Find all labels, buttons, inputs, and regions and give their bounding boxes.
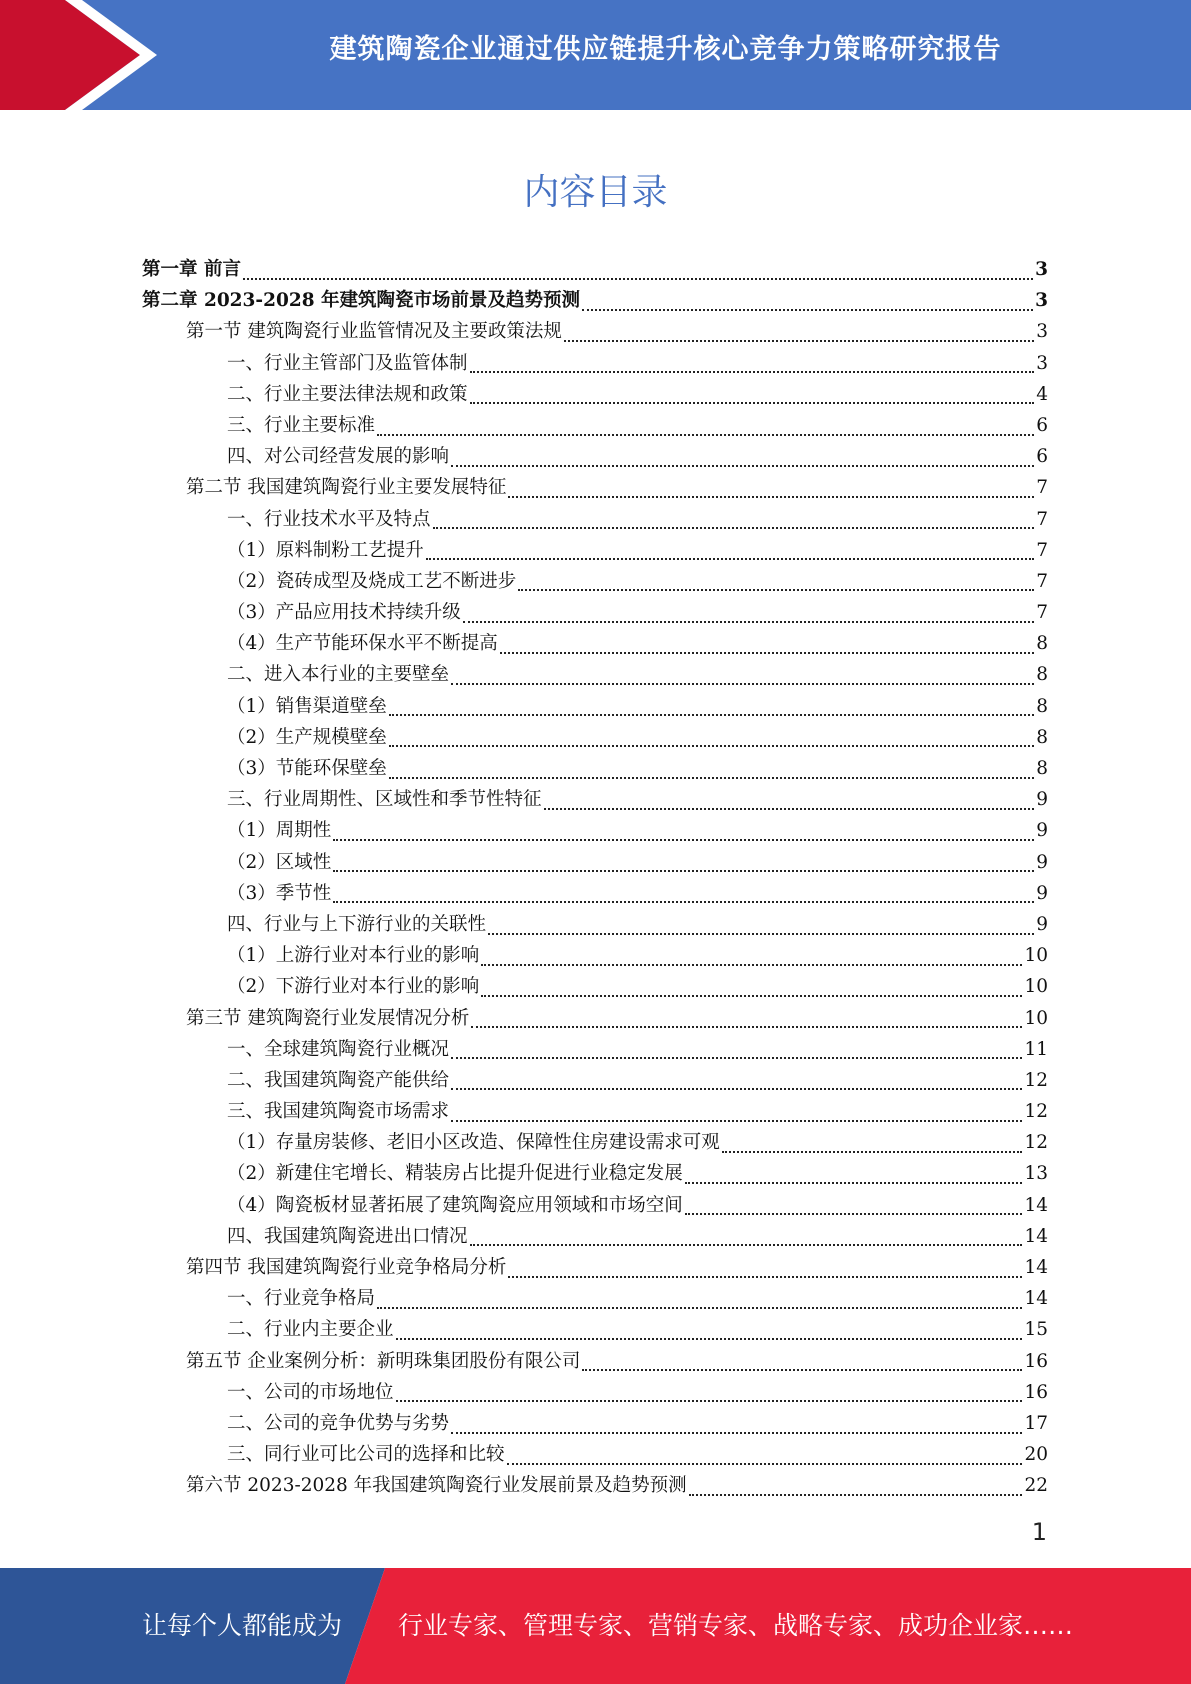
toc-entry[interactable] bbox=[142, 848, 1048, 879]
toc-entry-label: （3）季节性 bbox=[227, 882, 332, 904]
toc-entry[interactable] bbox=[142, 1284, 1048, 1315]
toc-entry-label: 一、行业主管部门及监管体制 bbox=[227, 352, 468, 374]
toc-entry-page: 8 bbox=[1036, 633, 1048, 655]
toc-entry-label: （3）节能环保壁垒 bbox=[227, 758, 387, 779]
toc-entry-page: 3 bbox=[1036, 321, 1048, 343]
toc-entry[interactable] bbox=[142, 1409, 1048, 1440]
toc-entry[interactable] bbox=[142, 286, 1048, 317]
toc-entry-label: 第二章 2023-2028 年建筑陶瓷市场前景及趋势预测 bbox=[142, 290, 581, 312]
toc-leader-dots bbox=[471, 1026, 1022, 1028]
toc-leader-dots bbox=[481, 995, 1022, 997]
toc-entry[interactable] bbox=[142, 1035, 1048, 1066]
toc-entry-label: 一、全球建筑陶瓷行业概况 bbox=[227, 1038, 450, 1060]
toc-entry[interactable] bbox=[142, 629, 1048, 660]
toc-entry-page: 20 bbox=[1024, 1444, 1048, 1466]
toc-leader-dots bbox=[564, 340, 1034, 342]
toc-leader-dots bbox=[333, 870, 1034, 872]
toc-entry[interactable] bbox=[142, 505, 1048, 536]
toc-entry-page: 3 bbox=[1035, 290, 1048, 312]
toc-leader-dots bbox=[451, 1057, 1022, 1059]
toc-entry[interactable] bbox=[142, 1315, 1048, 1346]
toc-leader-dots bbox=[685, 1182, 1023, 1184]
toc-entry[interactable] bbox=[142, 1004, 1048, 1035]
toc-leader-dots bbox=[470, 402, 1035, 404]
toc-entry-page: 12 bbox=[1024, 1101, 1048, 1123]
table-of-contents bbox=[142, 255, 1048, 1503]
toc-entry-label: （1）上游行业对本行业的影响 bbox=[227, 945, 480, 967]
toc-entry[interactable] bbox=[142, 1097, 1048, 1128]
toc-entry-page: 7 bbox=[1036, 570, 1048, 592]
toc-entry[interactable] bbox=[142, 255, 1048, 286]
toc-leader-dots bbox=[433, 527, 1035, 529]
toc-leader-dots bbox=[500, 652, 1034, 654]
toc-entry-page: 7 bbox=[1036, 477, 1048, 499]
toc-entry-label: 第一节 建筑陶瓷行业监管情况及主要政策法规 bbox=[186, 321, 562, 343]
toc-leader-dots bbox=[470, 1244, 1023, 1246]
toc-entry[interactable] bbox=[142, 473, 1048, 504]
toc-entry-label: （1）周期性 bbox=[227, 820, 332, 842]
footer-banner bbox=[0, 1568, 1191, 1684]
toc-entry-label: 二、行业内主要企业 bbox=[227, 1319, 394, 1341]
toc-leader-dots bbox=[389, 777, 1034, 779]
toc-entry-page: 6 bbox=[1036, 446, 1048, 468]
toc-entry-label: 第五节 企业案例分析：新明珠集团股份有限公司 bbox=[186, 1350, 581, 1372]
toc-leader-dots bbox=[582, 309, 1033, 311]
toc-entry[interactable] bbox=[142, 567, 1048, 598]
toc-entry-label: （1）存量房装修、老旧小区改造、保障性住房建设需求可观 bbox=[227, 1132, 720, 1154]
toc-entry-page: 9 bbox=[1036, 820, 1048, 842]
toc-entry[interactable] bbox=[142, 1378, 1048, 1409]
toc-leader-dots bbox=[481, 964, 1022, 966]
toc-leader-dots bbox=[377, 1307, 1022, 1309]
toc-entry[interactable] bbox=[142, 380, 1048, 411]
toc-entry-page: 14 bbox=[1024, 1288, 1048, 1310]
report-title: 建筑陶瓷企业通过供应链提升核心竞争力策略研究报告 bbox=[329, 34, 1002, 65]
toc-entry-label: 一、公司的市场地位 bbox=[227, 1381, 394, 1403]
toc-entry-label: 第四节 我国建筑陶瓷行业竞争格局分析 bbox=[186, 1257, 507, 1278]
toc-entry[interactable] bbox=[142, 910, 1048, 941]
toc-entry[interactable] bbox=[142, 723, 1048, 754]
toc-entry-page: 6 bbox=[1036, 414, 1048, 436]
toc-entry-page: 22 bbox=[1024, 1475, 1048, 1497]
toc-entry-label: （2）下游行业对本行业的影响 bbox=[227, 976, 480, 998]
toc-leader-dots bbox=[451, 683, 1034, 685]
toc-entry[interactable] bbox=[142, 660, 1048, 691]
toc-entry-page: 11 bbox=[1024, 1038, 1048, 1060]
toc-heading: 内容目录 bbox=[523, 172, 668, 213]
toc-leader-dots bbox=[451, 465, 1034, 467]
toc-leader-dots bbox=[396, 1400, 1023, 1402]
toc-entry-page: 10 bbox=[1024, 945, 1048, 967]
toc-entry-page: 7 bbox=[1036, 602, 1048, 624]
toc-leader-dots bbox=[451, 1088, 1022, 1090]
toc-entry[interactable] bbox=[142, 879, 1048, 910]
toc-entry-label: 二、行业主要法律法规和政策 bbox=[227, 383, 468, 405]
toc-leader-dots bbox=[488, 933, 1034, 935]
toc-leader-dots bbox=[722, 1151, 1023, 1153]
toc-entry[interactable] bbox=[142, 1347, 1048, 1378]
toc-entry-page: 12 bbox=[1024, 1069, 1048, 1091]
toc-entry-page: 7 bbox=[1036, 539, 1048, 561]
toc-entry-label: （2）区域性 bbox=[227, 851, 332, 873]
header-banner bbox=[0, 0, 1191, 110]
toc-entry-page: 14 bbox=[1024, 1194, 1048, 1216]
toc-entry-page: 3 bbox=[1036, 352, 1048, 374]
toc-entry-label: 一、行业竞争格局 bbox=[227, 1288, 376, 1310]
toc-entry[interactable] bbox=[142, 972, 1048, 1003]
toc-entry-page: 9 bbox=[1036, 913, 1048, 935]
toc-entry-label: （3）产品应用技术持续升级 bbox=[227, 602, 461, 624]
toc-leader-dots bbox=[518, 589, 1034, 591]
toc-entry-page: 8 bbox=[1036, 664, 1048, 686]
toc-entry-label: 三、行业周期性、区域性和季节性特征 bbox=[227, 789, 542, 811]
toc-entry-page: 7 bbox=[1036, 508, 1048, 530]
toc-entry-page: 9 bbox=[1036, 882, 1048, 904]
toc-entry-page: 12 bbox=[1024, 1132, 1048, 1154]
toc-entry[interactable] bbox=[142, 1191, 1048, 1222]
toc-entry[interactable] bbox=[142, 1159, 1048, 1190]
toc-entry-label: 二、我国建筑陶瓷产能供给 bbox=[227, 1069, 450, 1091]
toc-leader-dots bbox=[582, 1369, 1022, 1371]
toc-entry-label: （1）销售渠道壁垒 bbox=[227, 695, 387, 717]
toc-entry[interactable] bbox=[142, 1222, 1048, 1253]
toc-entry-label: 二、进入本行业的主要壁垒 bbox=[227, 664, 450, 686]
toc-entry-label: 四、行业与上下游行业的关联性 bbox=[227, 913, 487, 935]
toc-entry-label: （4）生产节能环保水平不断提高 bbox=[227, 633, 498, 655]
toc-entry[interactable] bbox=[142, 442, 1048, 473]
toc-entry-label: 一、行业技术水平及特点 bbox=[227, 508, 431, 530]
toc-entry-page: 3 bbox=[1035, 259, 1048, 280]
toc-entry[interactable] bbox=[142, 536, 1048, 567]
toc-entry-page: 8 bbox=[1036, 695, 1048, 717]
toc-entry-page: 13 bbox=[1024, 1163, 1048, 1185]
toc-entry-label: （4）陶瓷板材显著拓展了建筑陶瓷应用领域和市场空间 bbox=[227, 1194, 683, 1216]
toc-entry-label: （2）新建住宅增长、精装房占比提升促进行业稳定发展 bbox=[227, 1163, 683, 1185]
toc-leader-dots bbox=[508, 496, 1034, 498]
toc-leader-dots bbox=[389, 745, 1034, 747]
toc-entry-page: 8 bbox=[1036, 758, 1048, 779]
toc-entry[interactable] bbox=[142, 1253, 1048, 1284]
toc-leader-dots bbox=[507, 1463, 1023, 1465]
toc-entry-page: 17 bbox=[1024, 1412, 1048, 1434]
toc-entry-label: 第六节 2023-2028 年我国建筑陶瓷行业发展前景及趋势预测 bbox=[186, 1475, 687, 1497]
toc-entry[interactable] bbox=[142, 785, 1048, 816]
toc-entry[interactable] bbox=[142, 349, 1048, 380]
toc-entry-page: 14 bbox=[1024, 1257, 1048, 1278]
toc-leader-dots bbox=[508, 1276, 1022, 1278]
toc-entry-page: 16 bbox=[1024, 1350, 1048, 1372]
toc-leader-dots bbox=[685, 1213, 1023, 1215]
footer-slogan-left: 让每个人都能成为 bbox=[142, 1611, 343, 1640]
toc-leader-dots bbox=[689, 1494, 1023, 1496]
toc-entry-page: 14 bbox=[1024, 1225, 1048, 1247]
toc-entry[interactable] bbox=[142, 754, 1048, 785]
toc-entry-page: 15 bbox=[1024, 1319, 1048, 1341]
toc-entry-label: 第三节 建筑陶瓷行业发展情况分析 bbox=[186, 1007, 470, 1029]
toc-entry[interactable] bbox=[142, 1440, 1048, 1471]
toc-entry[interactable] bbox=[142, 692, 1048, 723]
toc-entry-label: 第二节 我国建筑陶瓷行业主要发展特征 bbox=[186, 477, 507, 499]
toc-entry-page: 9 bbox=[1036, 851, 1048, 873]
toc-entry-label: 四、我国建筑陶瓷进出口情况 bbox=[227, 1225, 468, 1247]
toc-entry-page: 4 bbox=[1036, 383, 1048, 405]
toc-entry-label: 二、公司的竞争优势与劣势 bbox=[227, 1412, 450, 1434]
toc-entry-label: 四、对公司经营发展的影响 bbox=[227, 446, 450, 468]
toc-leader-dots bbox=[451, 1120, 1022, 1122]
toc-leader-dots bbox=[333, 901, 1034, 903]
page-number: 1 bbox=[1031, 1518, 1047, 1546]
toc-entry[interactable] bbox=[142, 317, 1048, 348]
toc-entry-page: 16 bbox=[1024, 1381, 1048, 1403]
toc-entry[interactable] bbox=[142, 816, 1048, 847]
toc-leader-dots bbox=[243, 278, 1033, 280]
toc-entry-label: （2）瓷砖成型及烧成工艺不断进步 bbox=[227, 570, 517, 592]
toc-entry-label: 三、行业主要标准 bbox=[227, 414, 376, 436]
toc-leader-dots bbox=[463, 621, 1034, 623]
toc-leader-dots bbox=[389, 714, 1034, 716]
toc-entry[interactable] bbox=[142, 1066, 1048, 1097]
toc-entry-label: 第一章 前言 bbox=[142, 259, 241, 280]
toc-entry-page: 10 bbox=[1024, 1007, 1048, 1029]
toc-leader-dots bbox=[377, 434, 1034, 436]
toc-entry-page: 10 bbox=[1024, 976, 1048, 998]
toc-entry[interactable] bbox=[142, 411, 1048, 442]
toc-leader-dots bbox=[426, 558, 1034, 560]
toc-leader-dots bbox=[451, 1432, 1022, 1434]
toc-entry-label: 三、同行业可比公司的选择和比较 bbox=[227, 1444, 505, 1466]
toc-entry[interactable] bbox=[142, 941, 1048, 972]
toc-leader-dots bbox=[470, 371, 1035, 373]
toc-leader-dots bbox=[396, 1338, 1023, 1340]
toc-entry-page: 8 bbox=[1036, 726, 1048, 748]
toc-entry-page: 9 bbox=[1036, 789, 1048, 811]
footer-slogan-right: 行业专家、管理专家、营销专家、战略专家、成功企业家…… bbox=[398, 1611, 1074, 1640]
toc-entry-label: （2）生产规模壁垒 bbox=[227, 726, 387, 748]
toc-entry-label: 三、我国建筑陶瓷市场需求 bbox=[227, 1101, 450, 1123]
toc-entry-label: （1）原料制粉工艺提升 bbox=[227, 539, 424, 561]
toc-entry[interactable] bbox=[142, 598, 1048, 629]
toc-entry[interactable] bbox=[142, 1128, 1048, 1159]
header-arrow-icon bbox=[0, 0, 200, 110]
toc-leader-dots bbox=[544, 808, 1035, 810]
toc-entry[interactable] bbox=[142, 1471, 1048, 1502]
toc-leader-dots bbox=[333, 839, 1034, 841]
